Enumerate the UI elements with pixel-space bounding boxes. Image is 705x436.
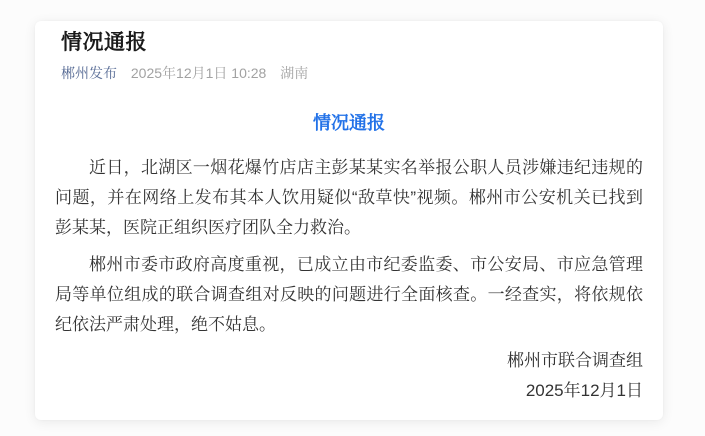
article-paragraph-1: 近日，北湖区一烟花爆竹店店主彭某某实名举报公职人员涉嫌违纪违规的问题，并在网络上发布其本人饮用疑似“敌草快”视频。郴州市公安机关已找到彭某某，医院正组织医疗团队全力救治。 [55, 158, 643, 237]
publish-location: 湖南 [280, 65, 309, 81]
article-card [35, 21, 663, 420]
article-paragraph-2: 郴州市委市政府高度重视，已成立由市纪委监委、市公安局、市应急管理局等单位组成的联合调查组对反映的问题进行全面核查。一经查实，将依规依纪依法严肃处理，绝不姑息。 [55, 255, 643, 334]
article-heading: 情况通报 [313, 113, 385, 133]
article-meta [61, 63, 643, 83]
article-body [55, 111, 643, 406]
source-account-link[interactable]: 郴州发布 [61, 65, 117, 81]
signature-date: 2025年12月1日 [525, 381, 643, 400]
page-title: 情况通报 [61, 31, 147, 54]
signature-block [55, 346, 643, 406]
signature: 郴州市联合调查组 [507, 351, 643, 370]
publish-datetime: 2025年12月1日 10:28 [130, 65, 267, 81]
